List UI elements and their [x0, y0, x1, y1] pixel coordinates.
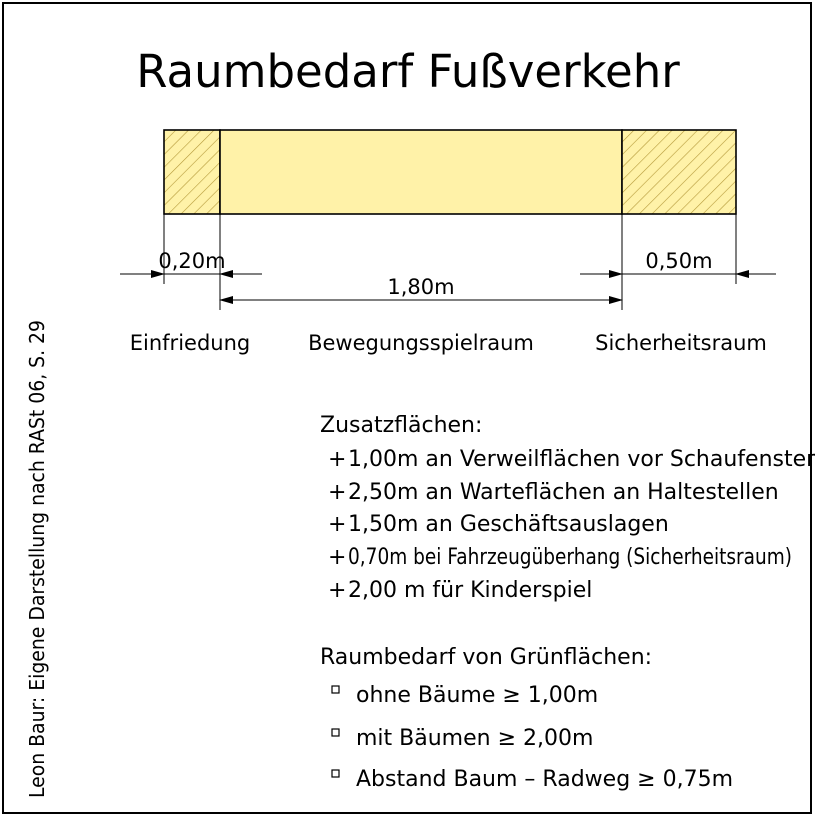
- square-bullet-icon: [332, 686, 339, 693]
- segment-bewegungsspielraum: [220, 130, 622, 214]
- zusatz-bullet: +: [328, 545, 347, 570]
- segment-sicherheitsraum: [622, 130, 736, 214]
- square-bullet-icon: [332, 770, 339, 777]
- label-sicherheitsraum: Sicherheitsraum: [595, 331, 767, 355]
- label-einfriedung: Einfriedung: [129, 331, 251, 355]
- gruen-item: ohne Bäume ≥ 1,00m: [356, 683, 599, 708]
- gruen-heading: Raumbedarf von Grünflächen:: [320, 645, 653, 670]
- zusatz-bullet: +: [328, 447, 347, 472]
- zusatz-heading: Zusatzflächen:: [320, 413, 483, 438]
- segment-einfriedung: [164, 130, 220, 214]
- space-bar: [164, 130, 736, 214]
- gruen-item: Abstand Baum – Radweg ≥ 0,75m: [356, 767, 733, 792]
- zusatz-item: 0,70m bei Fahrzeugüberhang (Sicherheitsraum): [348, 545, 792, 570]
- zusatz-item: 2,00 m für Kinderspiel: [348, 578, 593, 603]
- label-bewegungsspielraum: Bewegungsspielraum: [308, 331, 534, 355]
- dimension-label-bewegungsspielraum: 1,80m: [387, 275, 455, 299]
- square-bullet-icon: [332, 729, 339, 736]
- gruen-item: mit Bäumen ≥ 2,00m: [356, 726, 594, 751]
- zusatz-bullet: +: [328, 578, 347, 603]
- dimension-label-einfriedung: 0,20m: [158, 249, 226, 273]
- zusatz-bullet: +: [328, 512, 347, 537]
- diagram-title: Raumbedarf Fußverkehr: [136, 45, 680, 98]
- source-note: Leon Baur: Eigene Darstellung nach RASt 06, S. 29: [25, 289, 49, 798]
- zusatz-list: [328, 447, 815, 603]
- zusatz-item: 1,50m an Geschäftsauslagen: [348, 512, 669, 537]
- zusatz-bullet: +: [328, 480, 347, 505]
- zusatz-item: 1,00m an Verweilflächen vor Schaufenster: [348, 447, 815, 472]
- dimension-label-sicherheitsraum: 0,50m: [645, 249, 713, 273]
- zusatz-item: 2,50m an Warteflächen an Haltestellen: [348, 480, 779, 505]
- gruen-list: [332, 683, 733, 792]
